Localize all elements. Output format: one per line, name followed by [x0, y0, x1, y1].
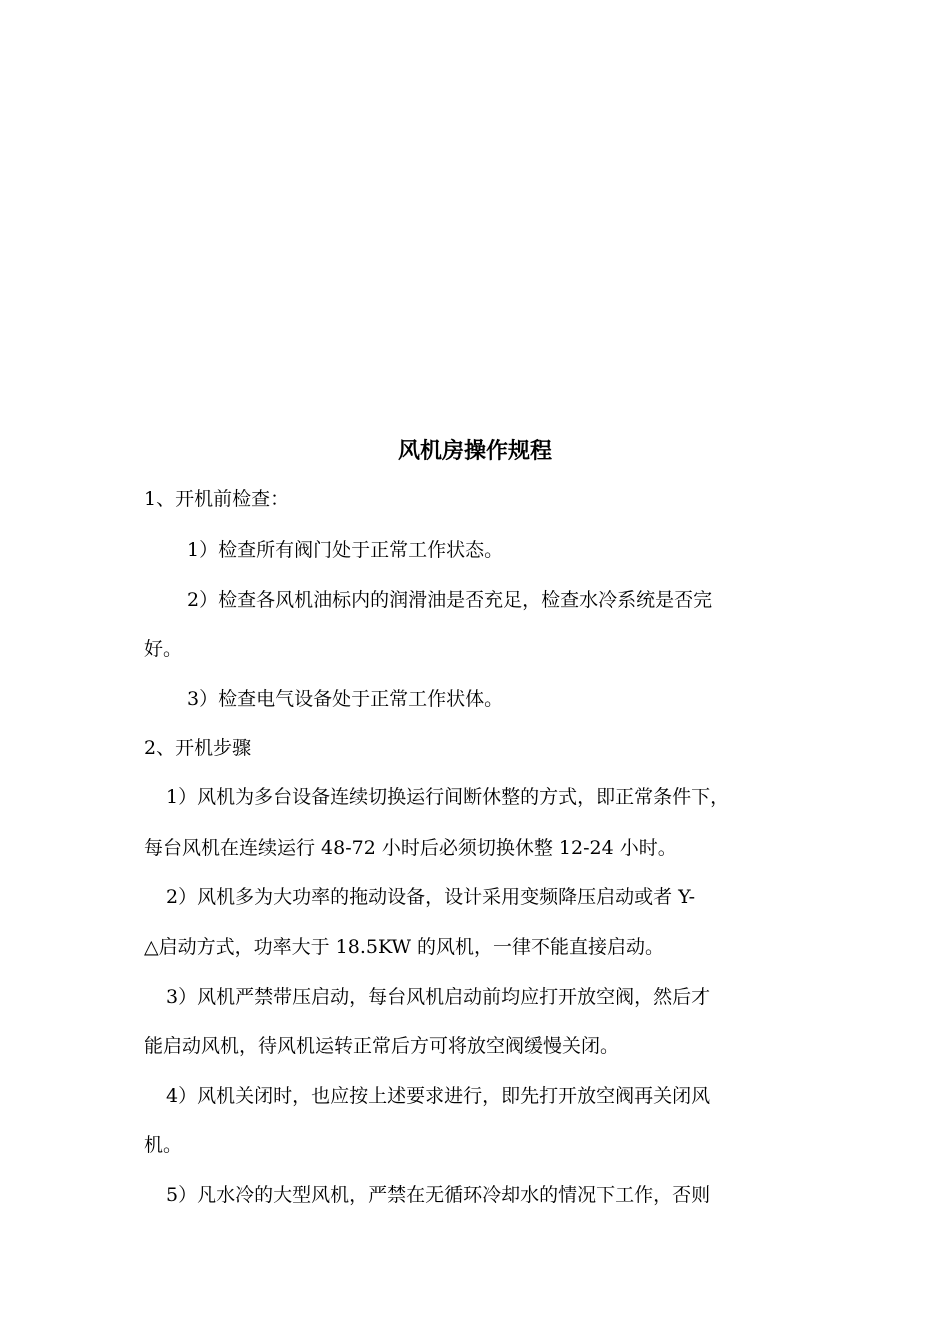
step-item-2: 2）风机多为大功率的拖动设备，设计采用变频降压启动或者 Y-	[166, 886, 696, 908]
step-item-4: 4）风机关闭时，也应按上述要求进行，即先打开放空阀再关闭风	[166, 1085, 711, 1107]
section-heading-startup-steps: 2、开机步骤	[144, 737, 252, 759]
step-item-2-cont: △启动方式，功率大于 18.5KW 的风机，一律不能直接启动。	[144, 936, 665, 958]
step-item-3: 3）风机严禁带压启动，每台风机启动前均应打开放空阀，然后才	[166, 986, 711, 1008]
step-item-4-cont: 机。	[144, 1134, 183, 1156]
document-title: 风机房操作规程	[397, 438, 552, 464]
check-item-lubrication: 2）检查各风机油标内的润滑油是否充足，检查水冷系统是否完	[187, 589, 713, 611]
step-item-3-cont: 能启动风机，待风机运转正常后方可将放空阀缓慢关闭。	[144, 1035, 620, 1057]
check-item-lubrication-cont: 好。	[144, 638, 183, 660]
step-item-1: 1）风机为多台设备连续切换运行间断休整的方式，即正常条件下，	[166, 786, 730, 808]
section-heading-startup-check: 1、开机前检查：	[144, 488, 290, 510]
check-item-electrical: 3）检查电气设备处于正常工作状体。	[187, 688, 504, 710]
step-item-5: 5）凡水冷的大型风机，严禁在无循环冷却水的情况下工作，否则	[166, 1184, 711, 1206]
check-item-valves: 1）检查所有阀门处于正常工作状态。	[187, 539, 504, 561]
step-item-1-cont: 每台风机在连续运行 48-72 小时后必须切换休整 12-24 小时。	[144, 837, 677, 859]
